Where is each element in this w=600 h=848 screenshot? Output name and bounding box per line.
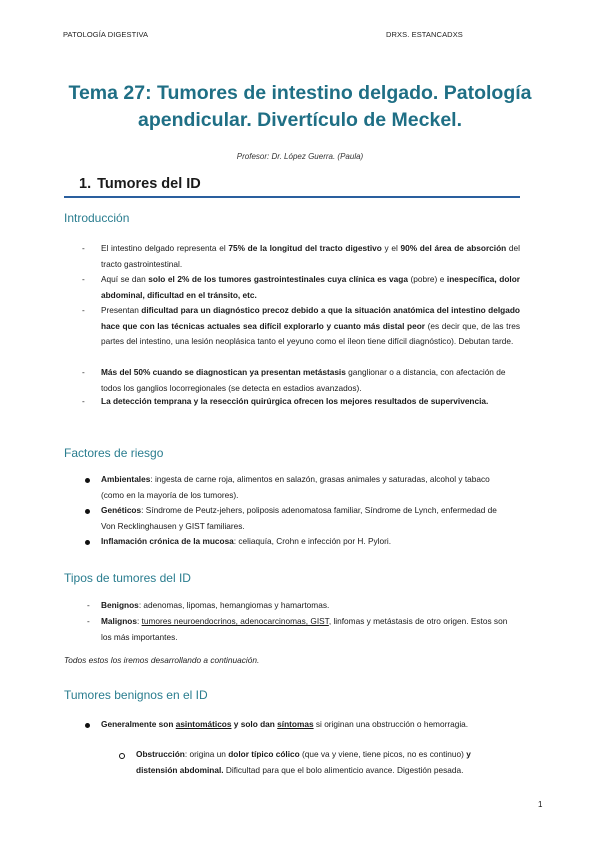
types-item-2: Malignos: tumores neuroendocrinos, adenocarcinomas, GIST, linfomas y metástasis de otro origen. Estos son los más importantes. [101,616,508,642]
title-line-1: Tema 27: Tumores de intestino delgado. Patología [68,82,532,104]
section-divider [64,196,520,198]
header-left: PATOLOGÍA DIGESTIVA [63,30,149,39]
benign-heading: Tumores benignos en el ID [64,688,208,702]
risk-bullet-1 [85,478,90,483]
document-title [40,80,560,134]
intro-heading: Introducción [64,211,130,225]
risk-bullet-2 [85,509,90,514]
intro-item-1: El intestino delgado representa el 75% de la longitud del tracto digestivo y el 90% del área de absorción del tracto gastrointestinal. [101,243,520,269]
intro-item-4: Más del 50% cuando se diagnostican ya presentan metástasis ganglionar o a distancia, con afectación de todos los ganglios locorregionales (se detecta en estadios avanzados). [101,367,506,393]
continuation-note: Todos estos los iremos desarrollando a continuación. [64,655,260,665]
benign-bullet-1 [85,723,90,728]
types-bullet-2: - [87,616,90,626]
risk-heading: Factores de riesgo [64,446,164,460]
intro-bullet-5: - [82,396,85,406]
intro-item-2: Aquí se dan solo el 2% de los tumores gastrointestinales cuya clínica es vaga (pobre) e inespecífica, dolor abdominal, dificultad en el tránsito, etc. [101,274,521,300]
professor-line: Profesor: Dr. López Guerra. (Paula) [236,152,364,161]
section-number: 1. [79,176,92,192]
section-1-heading [79,176,201,192]
risk-item-2: Genéticos: Síndrome de Peutz-jehers, poliposis adenomatosa familiar, Síndrome de Lynch, enfermedad de Von Recklinghausen y GIST familiares. [101,505,497,531]
section-title: Tumores del ID [97,176,201,192]
header-right: DRXS. ESTANCADXS [386,30,463,39]
title-line-2: apendicular. Divertículo de Meckel. [137,109,463,131]
types-heading: Tipos de tumores del ID [64,571,191,585]
intro-bullet-2: - [82,274,85,284]
intro-item-5: La detección temprana y la resección quirúrgica ofrecen los mejores resultados de supervivencia. [101,396,489,406]
page-number: 1 [538,800,543,809]
benign-sub-bullet-1 [119,753,125,759]
risk-item-1: Ambientales: ingesta de carne roja, alimentos en salazón, grasas animales y saturadas, alcohol y tabaco (como en la mayoría de los tumores). [101,474,490,500]
types-item-1: Benignos: adenomas, lipomas, hemangiomas y hamartomas. [101,600,330,610]
risk-bullet-3 [85,540,90,545]
benign-sub-item-1: Obstrucción: origina un dolor típico cólico (que va y viene, tiene picos, no es continuo) y distensión abdominal. Dificultad para que el bolo alimenticio avance. Digestión pesada. [136,749,471,775]
types-bullet-1: - [87,600,90,610]
risk-item-3: Inflamación crónica de la mucosa: celiaquía, Crohn e infección por H. Pylori. [101,536,392,546]
benign-item-1: Generalmente son asintomáticos y solo dan síntomas si originan una obstrucción o hemorragia. [101,719,469,729]
intro-item-3: Presentan dificultad para un diagnóstico precoz debido a que la situación anatómica del intestino delgado hace que con las técnicas actuales sea difícil explorarlo y cuanto más distal peor (es decir que, de las tres partes del intestino, una lesión neoplásica tanto el yeyuno como el íleon tiene difícil diagnóstico). Debutan tarde. [101,305,520,347]
intro-bullet-3: - [82,305,85,315]
intro-bullet-4: - [82,367,85,377]
intro-bullet-1: - [82,243,85,253]
